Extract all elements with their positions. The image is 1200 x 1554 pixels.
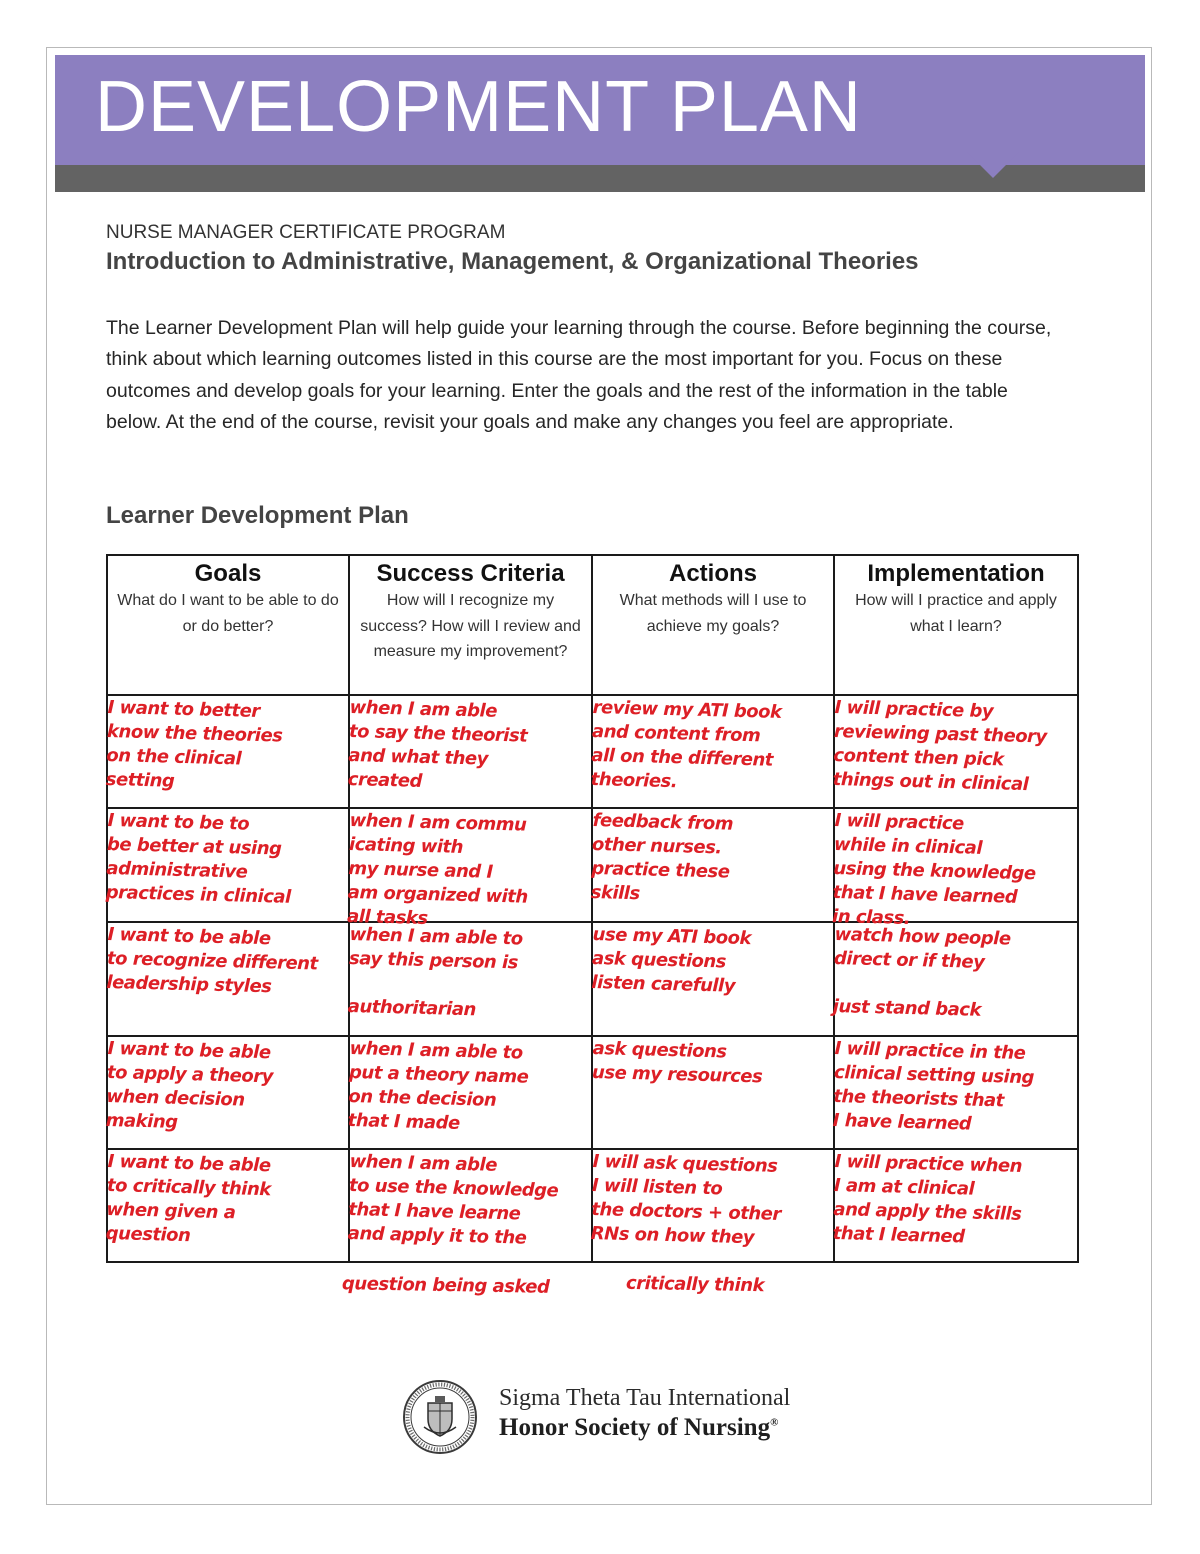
banner-notch [967, 152, 1019, 178]
handwritten-entry: review my ATI book and content from all on the different theories. [590, 696, 782, 793]
table-cell[interactable] [834, 922, 1078, 1036]
registered-mark: ® [770, 1416, 779, 1429]
table-cell[interactable] [107, 1149, 349, 1262]
table-cell[interactable] [592, 922, 834, 1036]
handwritten-entry: I want to be able to recognize different leadership styles [106, 923, 318, 998]
organization-logo [402, 1379, 802, 1459]
header-goals [107, 555, 349, 695]
handwritten-entry: when I am able to use the knowledge that I have learne and apply it to the [347, 1150, 559, 1249]
handwritten-overflow-success: question being asked [341, 1273, 550, 1298]
table-row [107, 1149, 1078, 1262]
course-title: Introduction to Administrative, Management, & Organizational Theories [106, 248, 919, 275]
table-cell[interactable] [592, 695, 834, 808]
table-cell[interactable] [346, 808, 592, 930]
table-cell[interactable] [349, 695, 592, 808]
table-cell[interactable] [107, 922, 349, 1036]
intro-text: The Learner Development Plan will help guide your learning through the course. Before beginning the course, think about which learning outcomes listed in this course are the most important for you. Focus on these outcomes and develop goals for your learning. Enter the goals and the rest of the information in the table below. At the end of the course, revisit your goals and make any changes you feel are appropriate. [106, 317, 1052, 433]
handwritten-overflow-actions: critically think [625, 1272, 765, 1297]
table-cell[interactable] [834, 1149, 1078, 1262]
table-cell[interactable] [349, 1149, 592, 1262]
seal-icon [402, 1379, 478, 1455]
handwritten-entry: I will practice in the clinical setting using the theorists that I have learned [832, 1037, 1035, 1135]
handwritten-entry: I will ask questions I will listen to the doctors + other RNs on how they [590, 1150, 782, 1249]
column-title: Actions [668, 560, 757, 587]
table-row [107, 808, 1078, 922]
column-title: Goals [194, 560, 262, 587]
handwritten-entry: I will practice when I am at clinical and apply the skills that I learned [832, 1150, 1023, 1248]
table-row [107, 695, 1078, 808]
table-row [107, 1036, 1078, 1149]
column-subtitle: What do I want to be able to do or do better? [117, 592, 339, 635]
header-implementation [834, 555, 1078, 695]
table-cell[interactable] [834, 695, 1078, 808]
program-label: NURSE MANAGER CERTIFICATE PROGRAM [106, 222, 506, 243]
intro-paragraph [106, 313, 1066, 438]
page-title: DEVELOPMENT PLAN [95, 67, 862, 147]
column-title: Implementation [867, 560, 1045, 587]
handwritten-entry: use my ATI book ask questions listen carefully [591, 923, 752, 997]
handwritten-entry: I will practice by reviewing past theory content then pick things out in clinical [832, 696, 1047, 796]
header-actions [592, 555, 834, 695]
handwritten-entry: when I am able to say this person is authoritarian [347, 923, 523, 1021]
table-cell[interactable] [349, 922, 592, 1036]
org-name-line1: Sigma Theta Tau International [499, 1385, 791, 1411]
org-name-line2 [499, 1414, 778, 1442]
handwritten-entry: when I am able to put a theory name on the decision that I made [347, 1037, 529, 1134]
column-title: Success Criteria [376, 560, 565, 587]
handwritten-entry: I want to be able to critically think when given a question [105, 1150, 272, 1247]
plan-heading: Learner Development Plan [106, 502, 409, 529]
title-banner [55, 55, 1145, 165]
table-header-row [107, 555, 1078, 695]
header-success-criteria [349, 555, 592, 695]
table-cell[interactable] [107, 1036, 349, 1149]
column-subtitle: What methods will I use to achieve my goals? [619, 592, 807, 635]
handwritten-entry: I want to be able to apply a theory when decision making [105, 1037, 274, 1133]
column-subtitle: How will I recognize my success? How will I review and measure my improvement? [360, 592, 581, 660]
table-cell[interactable] [834, 1036, 1078, 1149]
table-cell[interactable] [592, 1149, 834, 1262]
development-plan-table [106, 554, 1079, 1263]
handwritten-entry: feedback from other nurses. practice these skills [590, 809, 734, 905]
handwritten-entry: when I am able to say the theorist and what they created [347, 696, 528, 792]
table-cell[interactable] [592, 808, 834, 922]
handwritten-entry: ask questions use my resources [591, 1037, 763, 1088]
table-cell[interactable] [831, 808, 1078, 930]
handwritten-entry: I want to better know the theories on the clinical setting [105, 696, 283, 792]
table-cell[interactable] [349, 1036, 592, 1149]
table-cell[interactable] [592, 1036, 834, 1149]
handwritten-entry: when I am commu icating with my nurse and I am organized with all tasks [346, 809, 529, 930]
org-name-line2-text: Honor Society of Nursing [499, 1414, 771, 1441]
table-cell[interactable] [107, 808, 349, 922]
handwritten-entry: I want to be to be better at using administrative practices in clinical [105, 809, 291, 908]
table-row [107, 922, 1078, 1036]
handwritten-entry: I will practice while in clinical using the knowledge that I have learned in class. [831, 809, 1036, 930]
table-cell[interactable] [107, 695, 349, 808]
column-subtitle: How will I practice and apply what I learn? [855, 592, 1057, 635]
handwritten-entry: watch how people direct or if they just stand back [832, 923, 1011, 1021]
